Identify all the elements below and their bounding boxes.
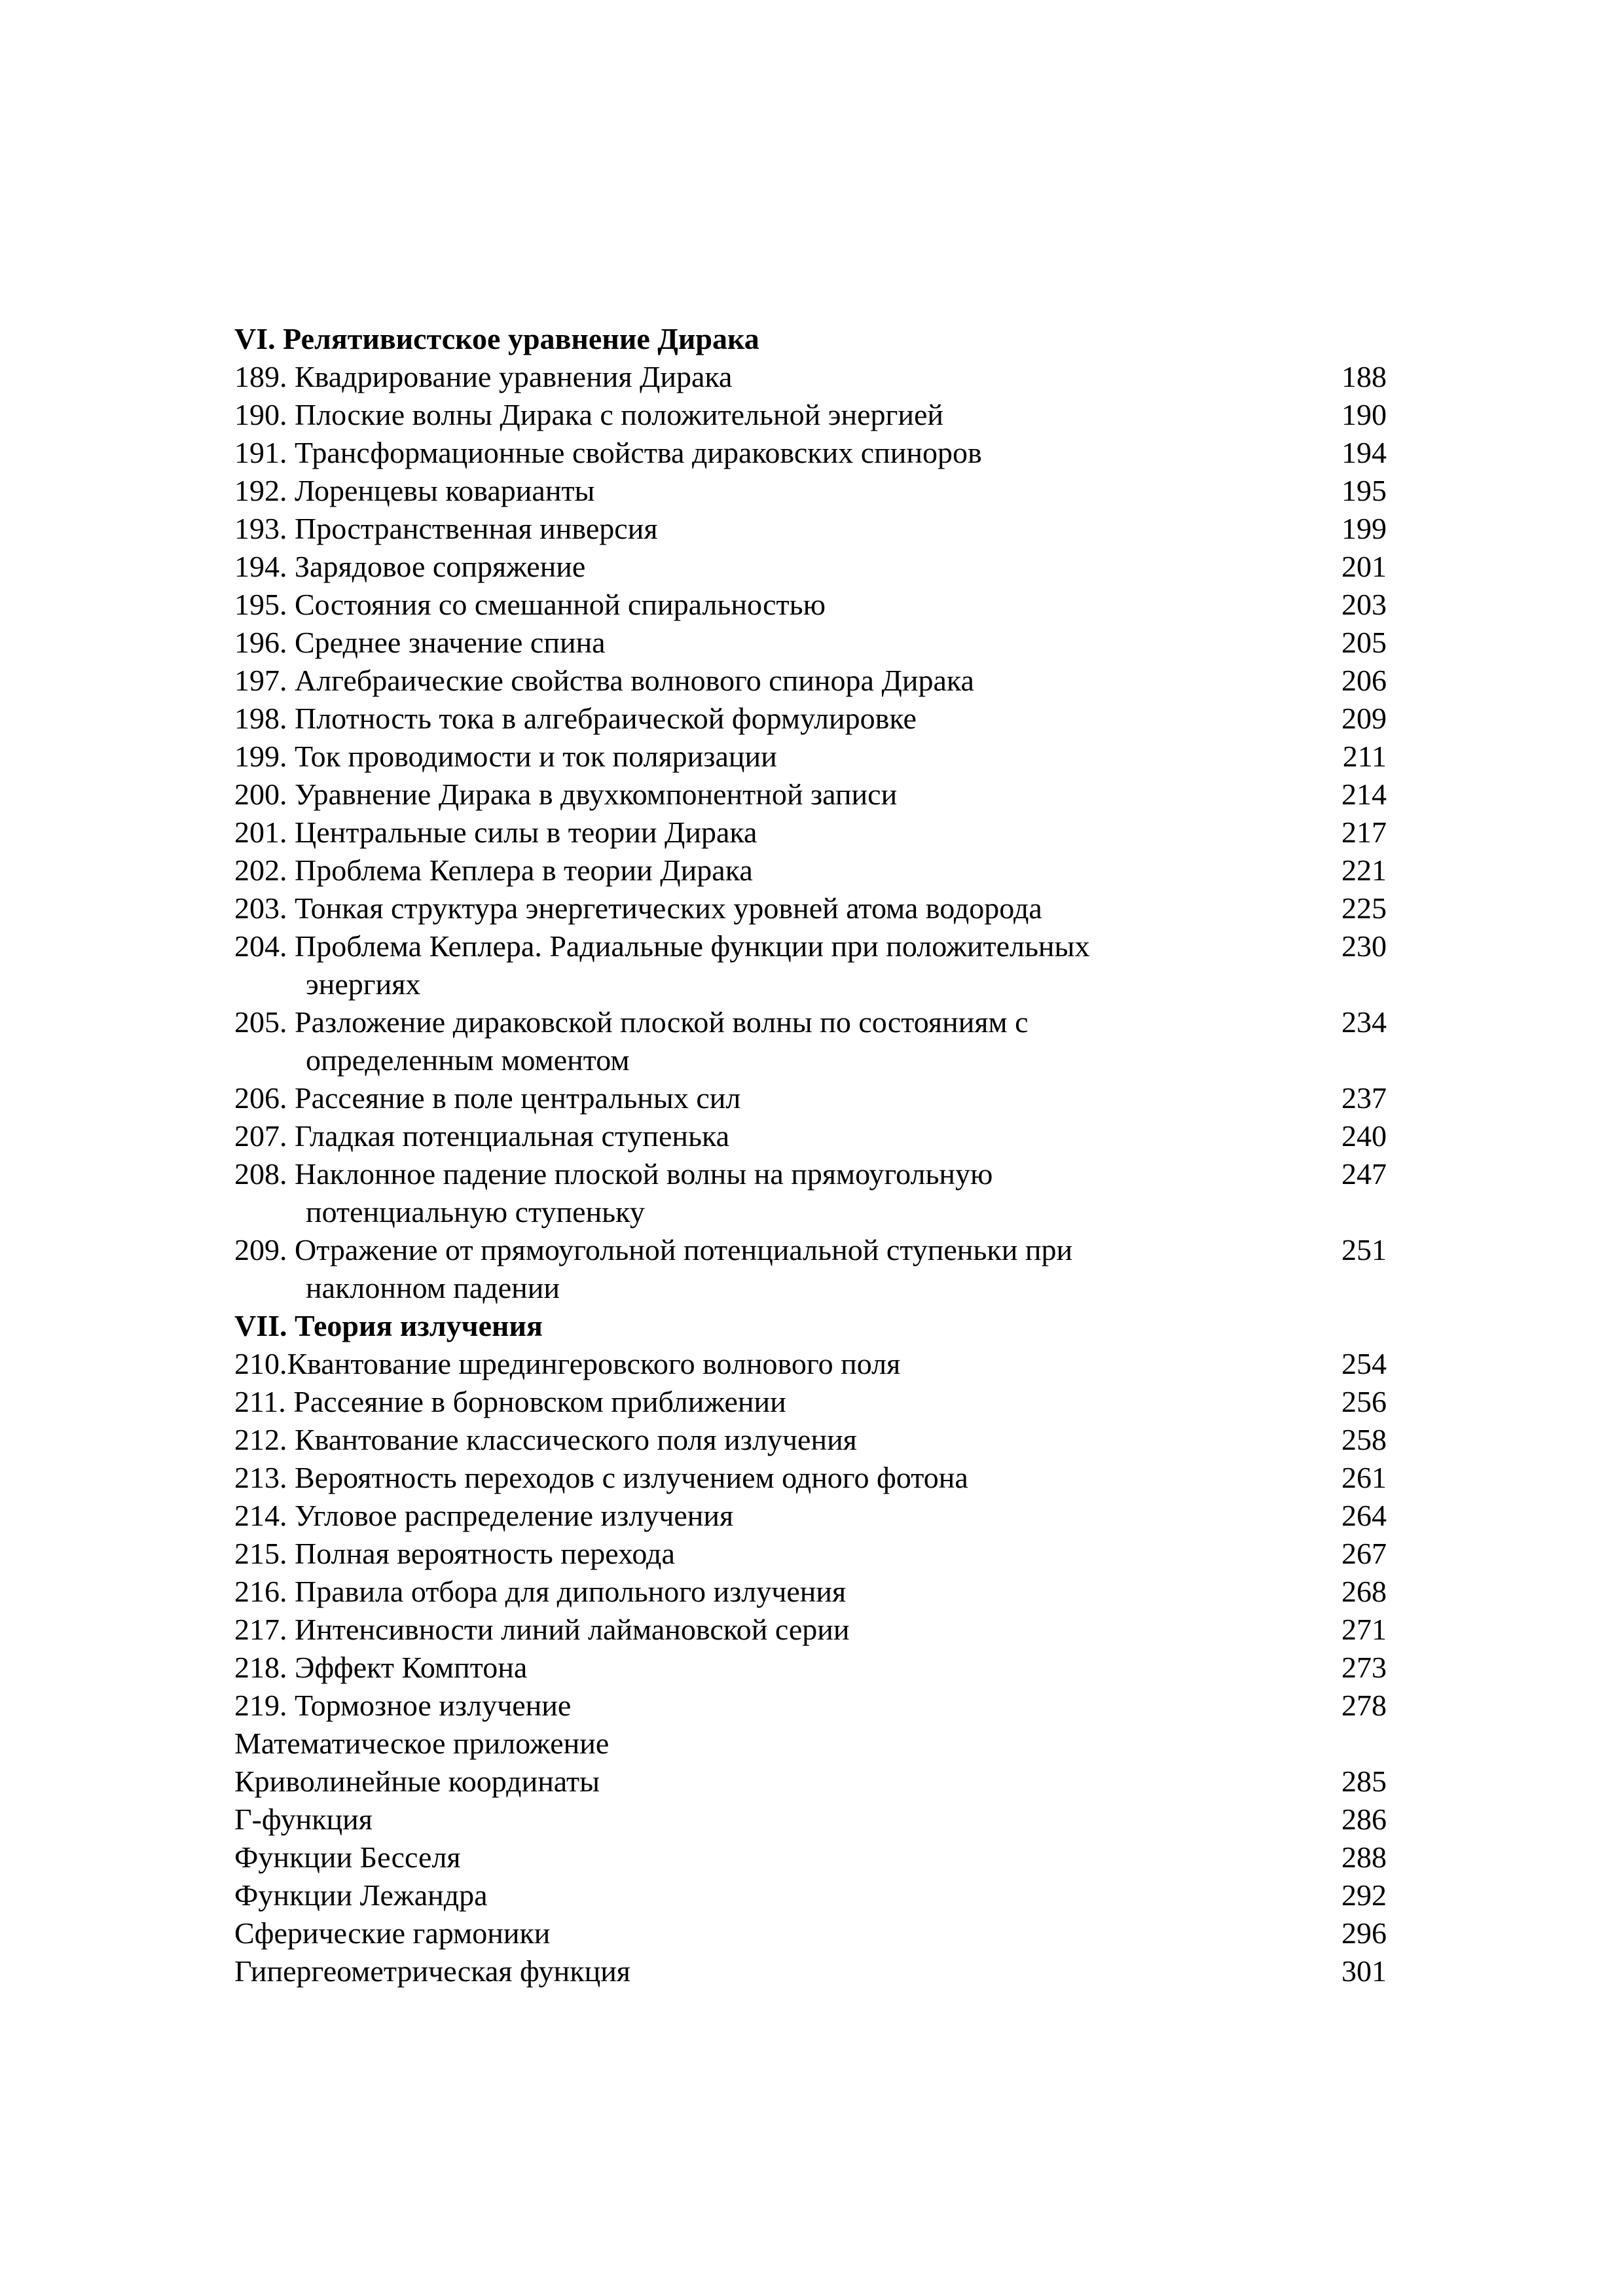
- entry-title-text: 202. Проблема Кеплера в теории Дирака: [234, 853, 753, 887]
- entry-page-number: 205: [1341, 626, 1387, 659]
- entry-page-number: 190: [1341, 398, 1387, 431]
- entry-page-number: 230: [1341, 929, 1387, 963]
- entry-title-text: 195. Состояния со смешанной спиральностью: [234, 588, 826, 621]
- entry-page-number: 278: [1341, 1689, 1387, 1722]
- toc-entry[interactable]: [234, 1155, 1387, 1231]
- toc-entry[interactable]: [234, 1839, 1387, 1876]
- entry-page-number: 211: [1342, 740, 1387, 773]
- entry-title-text: 204. Проблема Кеплера. Радиальные функции при положительных: [234, 929, 1090, 963]
- entry-page-number: 194: [1341, 436, 1387, 469]
- entry-title: [234, 889, 1315, 927]
- entry-title: [234, 434, 1315, 472]
- entry-title-text: 192. Лоренцевы коварианты: [234, 474, 595, 507]
- entry-title-text: 193. Пространственная инверсия: [234, 512, 658, 545]
- entry-title-continuation: потенциальную ступеньку: [306, 1195, 645, 1229]
- entry-title-text: Функции Бесселя: [234, 1840, 461, 1874]
- entry-title: [234, 738, 1315, 776]
- toc-entry[interactable]: [234, 1535, 1387, 1573]
- toc-entry[interactable]: [234, 624, 1387, 662]
- entry-page-number: 301: [1341, 1954, 1387, 1988]
- entry-page-number: 247: [1341, 1157, 1387, 1191]
- entry-page-number: 240: [1341, 1119, 1387, 1153]
- entry-page-number: 268: [1341, 1575, 1387, 1608]
- entry-title: [234, 1003, 1315, 1079]
- entry-title-continuation: наклонном падении: [306, 1271, 560, 1304]
- entry-title: [234, 1914, 1315, 1952]
- toc-entry[interactable]: [234, 1687, 1387, 1725]
- entry-page-number: 285: [1341, 1765, 1387, 1798]
- entry-title-text: 207. Гладкая потенциальная ступенька: [234, 1119, 730, 1153]
- entry-title: [234, 1497, 1315, 1535]
- toc-entry[interactable]: [234, 396, 1387, 434]
- toc-entry[interactable]: [234, 1914, 1387, 1952]
- entry-page-number: 188: [1341, 360, 1387, 393]
- toc-entry[interactable]: [234, 510, 1387, 548]
- toc-entry[interactable]: [234, 738, 1387, 776]
- entry-title: [234, 472, 1315, 510]
- entry-title-text: 191. Трансформационные свойства дираковских спиноров: [234, 436, 982, 469]
- entry-title: [234, 624, 1315, 662]
- toc-entry[interactable]: [234, 662, 1387, 700]
- entry-page-number: 288: [1341, 1840, 1387, 1874]
- entry-title: [234, 927, 1315, 1003]
- entry-title: [234, 396, 1315, 434]
- entry-page-number: 234: [1341, 1005, 1387, 1039]
- table-of-contents: [234, 320, 1387, 1990]
- entry-title: [234, 1459, 1315, 1497]
- entry-title-text: 199. Ток проводимости и ток поляризации: [234, 740, 777, 773]
- toc-entry[interactable]: [234, 1801, 1387, 1839]
- entry-page-number: 225: [1341, 891, 1387, 925]
- section-heading: [234, 320, 1387, 358]
- toc-entry[interactable]: [234, 776, 1387, 814]
- entry-title: [234, 700, 1315, 738]
- entry-title-text: 209. Отражение от прямоугольной потенциальной ступеньки при: [234, 1233, 1073, 1266]
- toc-entry[interactable]: [234, 1231, 1387, 1307]
- entry-page-number: 199: [1341, 512, 1387, 545]
- toc-entry[interactable]: [234, 700, 1387, 738]
- entry-title-text: 210.Квантование шредингеровского волнового поля: [234, 1347, 901, 1380]
- entry-title: [234, 1611, 1315, 1649]
- entry-page-number: 217: [1341, 816, 1387, 849]
- entry-title-text: 189. Квадрирование уравнения Дирака: [234, 360, 733, 393]
- entry-title-text: 203. Тонкая структура энергетических уровней атома водорода: [234, 891, 1042, 925]
- entry-title-text: 197. Алгебраические свойства волнового спинора Дирака: [234, 664, 974, 697]
- entry-title: [234, 1876, 1315, 1914]
- entry-page-number: 271: [1341, 1613, 1387, 1646]
- toc-entry[interactable]: [234, 1952, 1387, 1990]
- entry-title-text: 205. Разложение дираковской плоской волны по состояниям с: [234, 1005, 1029, 1039]
- toc-entry[interactable]: [234, 889, 1387, 927]
- entry-title: [234, 1155, 1315, 1231]
- toc-entry[interactable]: [234, 1497, 1387, 1535]
- toc-entry[interactable]: [234, 1611, 1387, 1649]
- entry-title: [234, 814, 1315, 852]
- toc-entry[interactable]: [234, 358, 1387, 396]
- entry-title: [234, 1383, 1315, 1421]
- entry-title-text: 196. Среднее значение спина: [234, 626, 606, 659]
- entry-title: [234, 662, 1315, 700]
- entry-page-number: 251: [1341, 1233, 1387, 1266]
- toc-entry[interactable]: [234, 852, 1387, 889]
- entry-title-text: Гипергеометрическая функция: [234, 1954, 630, 1988]
- entry-title-text: 211. Рассеяние в борновском приближении: [234, 1385, 786, 1418]
- entry-page-number: 258: [1341, 1423, 1387, 1456]
- entry-title-text: Функции Лежандра: [234, 1878, 488, 1912]
- entry-title-text: 216. Правила отбора для дипольного излучения: [234, 1575, 847, 1608]
- heading-text: Математическое приложение: [234, 1727, 610, 1760]
- entry-title-text: 212. Квантование классического поля излучения: [234, 1423, 857, 1456]
- entry-page-number: 195: [1341, 474, 1387, 507]
- toc-entry[interactable]: [234, 1649, 1387, 1687]
- section-heading: [234, 1307, 1387, 1345]
- toc-entry[interactable]: [234, 1459, 1387, 1497]
- toc-entry[interactable]: [234, 1763, 1387, 1801]
- entry-page-number: 201: [1341, 550, 1387, 583]
- entry-title-text: 208. Наклонное падение плоской волны на прямоугольную: [234, 1157, 993, 1191]
- entry-title: [234, 1117, 1315, 1155]
- entry-title-text: 215. Полная вероятность перехода: [234, 1537, 675, 1570]
- entry-title: [234, 586, 1315, 624]
- entry-title-text: 217. Интенсивности линий лаймановской серии: [234, 1613, 850, 1646]
- entry-page-number: 254: [1341, 1347, 1387, 1380]
- toc-entry[interactable]: [234, 1876, 1387, 1914]
- entry-title: [234, 1345, 1315, 1383]
- entry-title-text: 190. Плоские волны Дирака с положительной энергией: [234, 398, 943, 431]
- entry-title: [234, 358, 1315, 396]
- entry-title: [234, 510, 1315, 548]
- heading-text: VII. Теория излучения: [234, 1309, 543, 1342]
- toc-entry[interactable]: [234, 1383, 1387, 1421]
- entry-title: [234, 1839, 1315, 1876]
- entry-page-number: 264: [1341, 1499, 1387, 1532]
- entry-title-text: 201. Центральные силы в теории Дирака: [234, 816, 757, 849]
- entry-page-number: 273: [1341, 1651, 1387, 1684]
- entry-page-number: 209: [1341, 702, 1387, 735]
- entry-title-text: 218. Эффект Комптона: [234, 1651, 528, 1684]
- entry-page-number: 256: [1341, 1385, 1387, 1418]
- entry-title-text: 214. Угловое распределение излучения: [234, 1499, 734, 1532]
- toc-entry[interactable]: [234, 434, 1387, 472]
- toc-entry[interactable]: [234, 586, 1387, 624]
- toc-entry[interactable]: [234, 1421, 1387, 1459]
- entry-page-number: 292: [1341, 1878, 1387, 1912]
- toc-entry[interactable]: [234, 1117, 1387, 1155]
- entry-title: [234, 1079, 1315, 1117]
- entry-title: [234, 852, 1315, 889]
- toc-entry[interactable]: [234, 472, 1387, 510]
- entry-title: [234, 1535, 1315, 1573]
- entry-title-continuation: энергиях: [306, 967, 421, 1001]
- entry-title: [234, 1687, 1315, 1725]
- entry-page-number: 286: [1341, 1803, 1387, 1836]
- entry-page-number: 203: [1341, 588, 1387, 621]
- appendix-heading: [234, 1725, 1387, 1763]
- entry-title-text: 219. Тормозное излучение: [234, 1689, 572, 1722]
- heading-text: VI. Релятивистское уравнение Дирака: [234, 322, 759, 355]
- entry-page-number: 296: [1341, 1916, 1387, 1950]
- entry-page-number: 267: [1341, 1537, 1387, 1570]
- entry-title: [234, 1421, 1315, 1459]
- entry-title-text: Криволинейные координаты: [234, 1765, 600, 1798]
- toc-entry[interactable]: [234, 548, 1387, 586]
- entry-title-text: 198. Плотность тока в алгебраической формулировке: [234, 702, 917, 735]
- entry-page-number: 261: [1341, 1461, 1387, 1494]
- entry-title: [234, 1952, 1315, 1990]
- toc-entry[interactable]: [234, 814, 1387, 852]
- entry-title: [234, 1649, 1315, 1687]
- entry-page-number: 237: [1341, 1081, 1387, 1115]
- entry-title-text: 200. Уравнение Дирака в двухкомпонентной записи: [234, 778, 898, 811]
- entry-title: [234, 548, 1315, 586]
- entry-title-text: Сферические гармоники: [234, 1916, 551, 1950]
- entry-title-text: 194. Зарядовое сопряжение: [234, 550, 586, 583]
- entry-title: [234, 1763, 1315, 1801]
- toc-entry[interactable]: [234, 1345, 1387, 1383]
- toc-entry[interactable]: [234, 927, 1387, 1003]
- entry-title-text: 206. Рассеяние в поле центральных сил: [234, 1081, 741, 1115]
- entry-title-continuation: определенным моментом: [306, 1043, 630, 1077]
- entry-page-number: 214: [1341, 778, 1387, 811]
- entry-title: [234, 1801, 1315, 1839]
- toc-entry[interactable]: [234, 1573, 1387, 1611]
- entry-title-text: Г-функция: [234, 1803, 373, 1836]
- toc-entry[interactable]: [234, 1003, 1387, 1079]
- entry-title: [234, 1231, 1315, 1307]
- entry-title: [234, 1573, 1315, 1611]
- entry-page-number: 221: [1341, 853, 1387, 887]
- entry-title: [234, 776, 1315, 814]
- toc-entry[interactable]: [234, 1079, 1387, 1117]
- entry-page-number: 206: [1341, 664, 1387, 697]
- entry-title-text: 213. Вероятность переходов с излучением одного фотона: [234, 1461, 968, 1494]
